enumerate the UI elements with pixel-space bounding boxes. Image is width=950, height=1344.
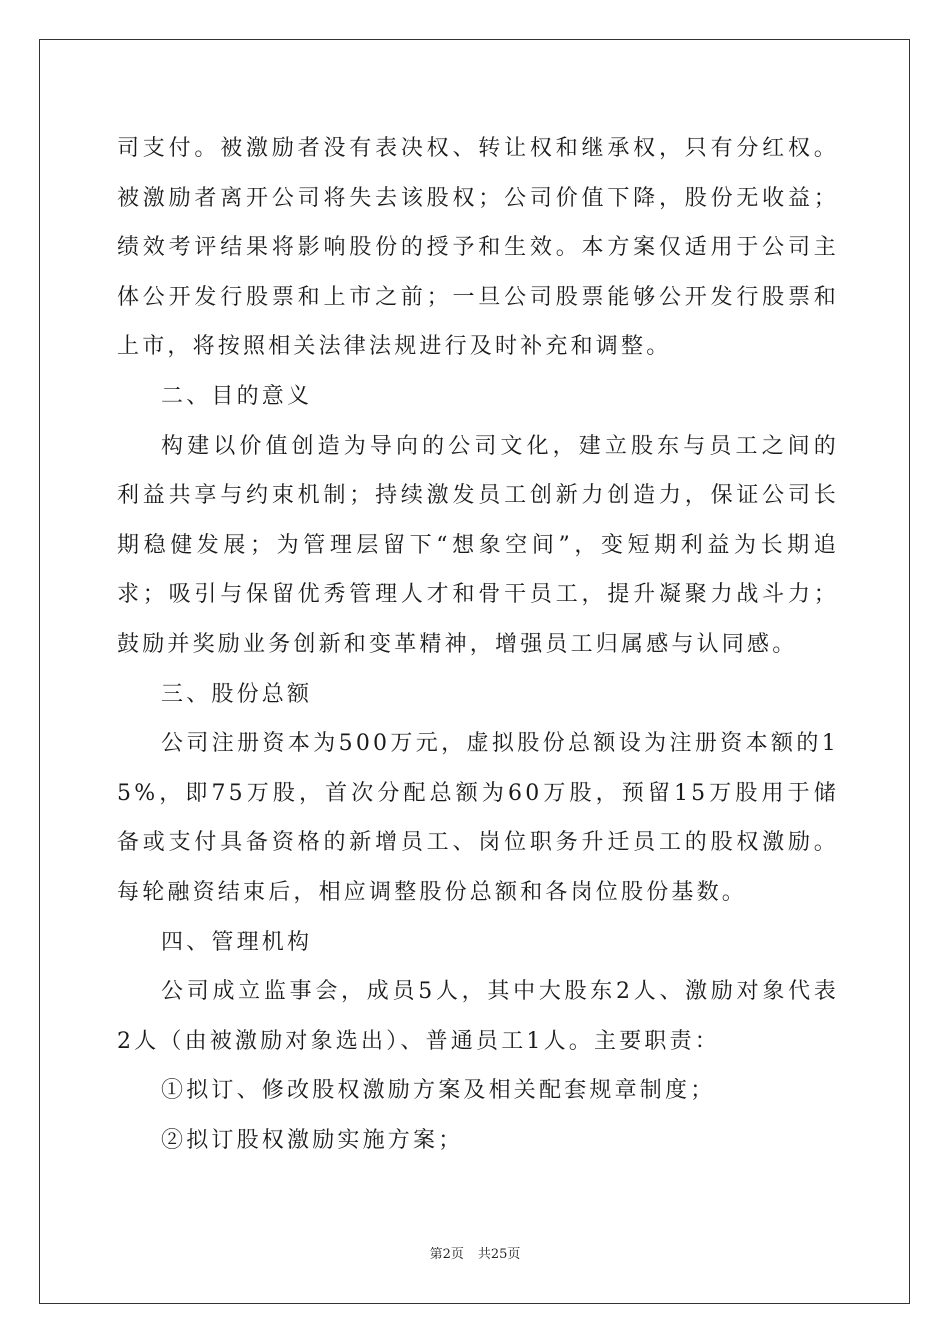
page-number: 第2页: [429, 1247, 464, 1262]
paragraph-management: 公司成立监事会，成员5人，其中大股东2人、激励对象代表2人（由被激励对象选出）、普通员工1人。主要职责：: [117, 979, 839, 1054]
section-heading-purpose: 二、目的意义: [161, 383, 313, 409]
document-body: [117, 124, 839, 1165]
paragraph-purpose: 构建以价值创造为导向的公司文化，建立股东与员工之间的利益共享与约束机制；持续激发员工创新力创造力，保证公司长期稳健发展；为管理层留下“想象空间”，变短期利益为长期追求；吸引与保留优秀管理人才和骨干员工，提升凝聚力战斗力；鼓励并奖励业务创新和变革精神，增强员工归属感与认同感。: [117, 433, 839, 657]
duty-item-1: ①拟订、修改股权激励方案及相关配套规章制度；: [161, 1078, 716, 1104]
section-heading-management: 四、管理机构: [161, 929, 313, 955]
paragraph-continuation: 司支付。被激励者没有表决权、转让权和继承权，只有分红权。被激励者离开公司将失去该股权；公司价值下降，股份无收益；绩效考评结果将影响股份的授予和生效。本方案仅适用于公司主体公开发行股票和上市之前；一旦公司股票能够公开发行股票和上市，将按照相关法律法规进行及时补充和调整。: [117, 136, 839, 360]
page-total: 共25页: [477, 1247, 521, 1262]
section-heading-share-total: 三、股份总额: [161, 681, 313, 707]
paragraph-share-total: 公司注册资本为500万元，虚拟股份总额设为注册资本额的15%，即75万股，首次分配总额为60万股，预留15万股用于储备或支付具备资格的新增员工、岗位职务升迁员工的股权激励。每轮融资结束后，相应调整股份总额和各岗位股份基数。: [117, 731, 839, 905]
duty-item-2: ②拟订股权激励实施方案；: [161, 1127, 464, 1153]
page-footer: [0, 1246, 950, 1264]
